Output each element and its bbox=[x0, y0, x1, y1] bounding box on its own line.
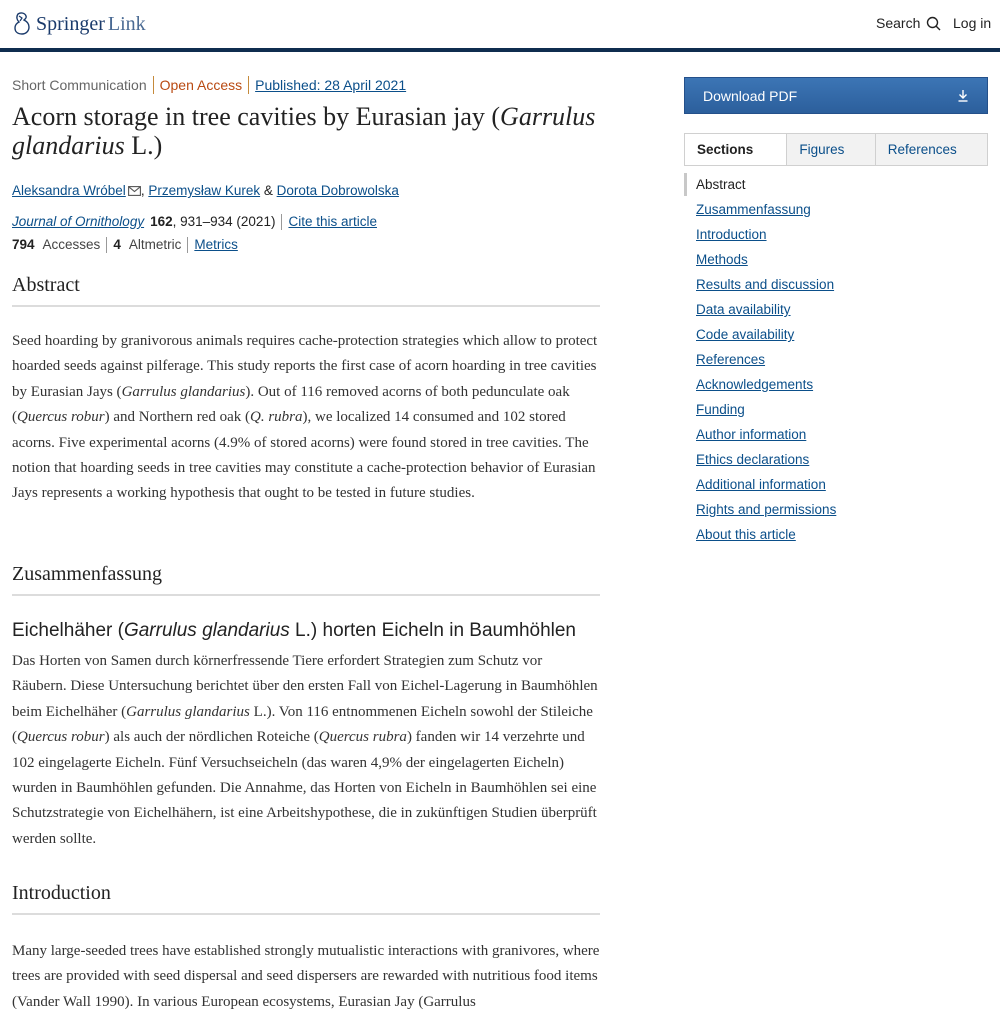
zus-subtitle-text-2: L.) horten Eicheln in Baumhöhlen bbox=[289, 620, 576, 641]
zusammenfassung-subtitle bbox=[12, 619, 600, 643]
toc-link[interactable]: Ethics declarations bbox=[696, 452, 810, 467]
toc-link[interactable]: Acknowledgements bbox=[696, 377, 814, 392]
tab-sections[interactable]: Sections bbox=[685, 134, 786, 165]
toc-link[interactable]: Code availability bbox=[696, 327, 795, 342]
zusammenfassung-heading: Zusammenfassung bbox=[12, 563, 600, 596]
published-date-link[interactable]: Published: 28 April 2021 bbox=[255, 77, 407, 93]
title-text-1: Acorn storage in tree cavities by Eurasian jay ( bbox=[12, 102, 501, 131]
sidebar-tabs bbox=[684, 133, 988, 166]
search-label: Search bbox=[876, 15, 921, 31]
toc-link[interactable]: Results and discussion bbox=[696, 277, 835, 292]
logo-brand: Springer bbox=[36, 13, 105, 35]
meta-divider bbox=[153, 76, 154, 94]
zus-species-1: Garrulus glandarius bbox=[126, 703, 250, 720]
springerlink-logo[interactable] bbox=[12, 12, 146, 36]
cite-article-link[interactable]: Cite this article bbox=[288, 214, 377, 229]
accesses-count: 794 bbox=[12, 237, 35, 252]
abstract-species-2: Quercus robur bbox=[17, 409, 105, 426]
toc-link[interactable]: Zusammenfassung bbox=[696, 202, 811, 217]
toc-link[interactable]: Introduction bbox=[696, 227, 767, 242]
toc-item-rights[interactable] bbox=[684, 497, 988, 522]
abstract-heading: Abstract bbox=[12, 274, 600, 307]
toc-item-references[interactable] bbox=[684, 347, 988, 372]
article-title bbox=[12, 102, 600, 160]
abstract-text-4: ), we localized 14 consumed and 102 stored acorns. Five experimental acorns (4.9% of stored acorns) were found stored in tree cavities. The notion that hoarding seeds in tree cavities may constitute a cache-protection behavior of Eurasian Jays represents a working hypothesis that ought to be tested in future studies. bbox=[12, 409, 596, 502]
article-type: Short Communication bbox=[12, 77, 147, 93]
abstract-text bbox=[12, 329, 600, 507]
download-pdf-button[interactable] bbox=[684, 77, 988, 114]
author-separator: , bbox=[140, 183, 149, 198]
toc-item-about[interactable] bbox=[684, 522, 988, 547]
zus-subtitle-text-1: Eichelhäher ( bbox=[12, 620, 124, 641]
author-link-dobrowolska[interactable]: Dorota Dobrowolska bbox=[276, 183, 399, 198]
search-icon bbox=[926, 16, 941, 31]
article-header bbox=[12, 76, 600, 254]
zus-text-4: ) fanden wir 14 verzehrte und 102 eingelagerte Eicheln. Fünf Versuchseicheln (das waren 4,9% der eingelagerten Eicheln) wurden in Baumhöhlen gefunden. Die Annahme, das Horten von Eicheln in Baumhöhlen sei eine Schutzstrategie von Eichelhähern, ist eine Arbeitshypothese, die in zukünftigen Studien überprüft werden sollte. bbox=[12, 729, 597, 847]
abstract-text-2: ). Out of 116 removed acorns of both pedunculate oak ( bbox=[12, 383, 570, 426]
login-link[interactable]: Log in bbox=[953, 15, 992, 31]
toc-item-funding[interactable] bbox=[684, 397, 988, 422]
toc-link[interactable]: Abstract bbox=[696, 177, 746, 192]
divider bbox=[106, 237, 107, 253]
toc-link[interactable]: Funding bbox=[696, 402, 745, 417]
introduction-heading: Introduction bbox=[12, 882, 600, 915]
toc-link[interactable]: About this article bbox=[696, 527, 796, 542]
altmetric-label: Altmetric bbox=[128, 237, 182, 252]
sections-toc bbox=[684, 172, 988, 547]
zus-species-3: Quercus rubra bbox=[318, 729, 407, 746]
toc-item-data-availability[interactable] bbox=[684, 297, 988, 322]
springer-horse-icon bbox=[12, 12, 32, 36]
toc-item-abstract[interactable] bbox=[684, 172, 988, 197]
toc-item-zusammenfassung[interactable] bbox=[684, 197, 988, 222]
toc-link[interactable]: Data availability bbox=[696, 302, 791, 317]
toc-item-results[interactable] bbox=[684, 272, 988, 297]
toc-item-additional-information[interactable] bbox=[684, 472, 988, 497]
toc-item-introduction[interactable] bbox=[684, 222, 988, 247]
search-button[interactable] bbox=[876, 15, 941, 31]
toc-item-author-information[interactable] bbox=[684, 422, 988, 447]
introduction-text: Many large-seeded trees have established strongly mutualistic interactions with granivores, where trees are provided with seed dispersal and seed dispersers are rewarded with nutritious food items (Vander Wall 1990). In various European ecosystems, Eurasian Jay (Garrulus bbox=[12, 943, 600, 1010]
toc-item-ethics[interactable] bbox=[684, 447, 988, 472]
author-list bbox=[12, 182, 600, 200]
logo-text bbox=[36, 12, 146, 36]
toc-link[interactable]: Methods bbox=[696, 252, 748, 267]
journal-volume: 162 bbox=[150, 214, 173, 229]
article-metrics bbox=[12, 236, 600, 254]
title-text-2: L.) bbox=[124, 131, 163, 160]
abstract-text-3: ) and Northern red oak ( bbox=[104, 409, 250, 426]
author-link-kurek[interactable]: Przemysław Kurek bbox=[148, 183, 261, 198]
abstract-species-3: Q. rubra bbox=[250, 409, 303, 426]
meta-divider bbox=[248, 76, 249, 94]
zusammenfassung-text bbox=[12, 649, 600, 852]
journal-pages: , 931–934 (2021) bbox=[172, 214, 276, 229]
abstract-text-1: Seed hoarding by granivorous animals requires cache-protection strategies which allow to protect hoarded seeds against pilferage. This study reports the first case of acorn hoarding in tree cavities by Eurasian Jays ( bbox=[12, 333, 598, 400]
open-access-badge: Open Access bbox=[159, 77, 243, 93]
logo-link: Link bbox=[107, 13, 146, 35]
journal-info bbox=[12, 213, 600, 231]
zus-text-1: Das Horten von Samen durch körnerfressende Tiere erfordert Strategien zum Schutz vor Räubern. Diese Untersuchung berichtet über den ersten Fall von Eichel-Lagerung in Baumhöhlen beim Eichelhäher ( bbox=[12, 653, 598, 720]
metrics-link[interactable]: Metrics bbox=[194, 237, 238, 252]
tab-figures[interactable]: Figures bbox=[786, 134, 874, 165]
article-meta bbox=[12, 76, 600, 94]
abstract-species-1: Garrulus glandarius bbox=[121, 383, 246, 400]
toc-link[interactable]: References bbox=[696, 352, 766, 367]
accesses-label: Accesses bbox=[42, 237, 101, 252]
author-link-wrobel[interactable]: Aleksandra Wróbel bbox=[12, 183, 126, 198]
journal-link[interactable]: Journal of Ornithology bbox=[12, 214, 145, 229]
title-species: Garrulus glandarius bbox=[12, 102, 596, 160]
divider bbox=[281, 214, 282, 230]
toc-link[interactable]: Additional information bbox=[696, 477, 826, 492]
zus-species-2: Quercus robur bbox=[17, 729, 105, 746]
altmetric-count: 4 bbox=[113, 237, 121, 252]
zus-text-3: ) als auch der nördlichen Roteiche ( bbox=[104, 729, 319, 746]
toc-item-acknowledgements[interactable] bbox=[684, 372, 988, 397]
divider bbox=[187, 237, 188, 253]
toc-link[interactable]: Author information bbox=[696, 427, 807, 442]
download-icon bbox=[957, 89, 969, 102]
site-header bbox=[0, 0, 1000, 52]
zus-subtitle-species: Garrulus glandarius bbox=[123, 620, 290, 641]
tab-references[interactable]: References bbox=[875, 134, 987, 165]
toc-link[interactable]: Rights and permissions bbox=[696, 502, 837, 517]
download-pdf-label: Download PDF bbox=[703, 87, 798, 104]
email-icon[interactable] bbox=[128, 186, 141, 196]
author-separator: & bbox=[260, 183, 277, 198]
zus-text-2: L.). Von 116 entnommenen Eicheln sowohl der Stileiche ( bbox=[12, 703, 593, 746]
toc-item-methods[interactable] bbox=[684, 247, 988, 272]
toc-item-code-availability[interactable] bbox=[684, 322, 988, 347]
